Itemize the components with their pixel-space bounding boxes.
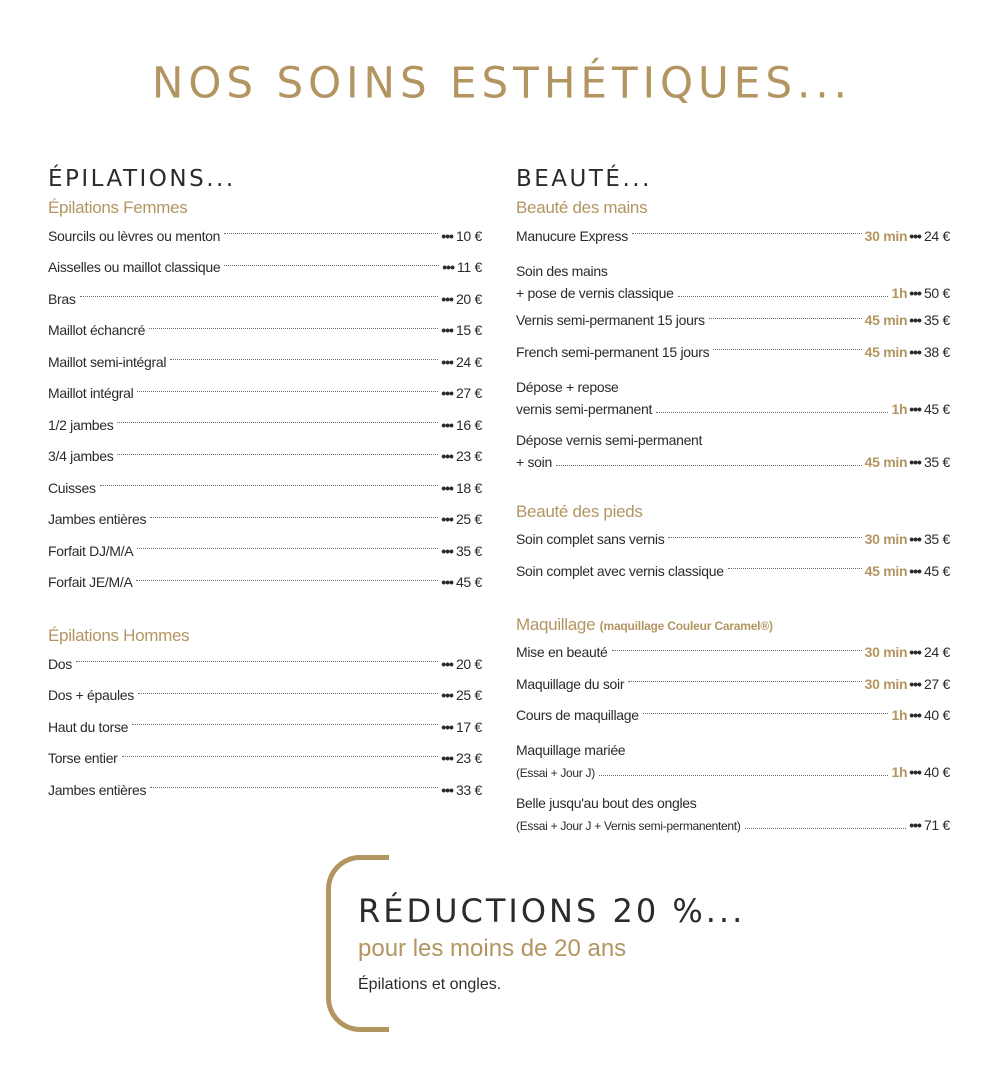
item-price — [909, 531, 950, 547]
price-value: 27 € — [455, 385, 482, 402]
reductions-title: RÉDUCTIONS 20 %... — [358, 892, 746, 930]
dot-leader — [599, 775, 889, 776]
item-name: Torse entier — [48, 750, 118, 767]
price-bullets: ••• — [441, 781, 453, 798]
item-name: Maillot semi-intégral — [48, 353, 167, 370]
price-value: 50 € — [923, 284, 950, 301]
item-name — [516, 531, 664, 547]
price-bullets: ••• — [441, 353, 453, 370]
dot-leader — [668, 537, 861, 538]
item-name — [516, 454, 552, 470]
item-name — [516, 676, 624, 692]
price-bullets: ••• — [909, 562, 921, 579]
price-value: 18 € — [455, 479, 482, 496]
price-row — [516, 220, 950, 252]
epilations-column — [48, 162, 482, 806]
service-item — [516, 668, 950, 700]
item-name-text: + soin — [516, 453, 552, 470]
price-row — [48, 315, 482, 347]
price-row — [48, 378, 482, 410]
dot-leader — [632, 233, 862, 234]
section-gap — [516, 587, 950, 613]
price-value: 11 € — [456, 259, 482, 276]
item-price — [441, 480, 482, 496]
price-bullets: ••• — [441, 718, 453, 735]
price-value: 23 € — [455, 448, 482, 465]
price-row — [516, 279, 950, 301]
price-value: 45 € — [455, 574, 482, 591]
item-price — [909, 563, 950, 579]
price-bullets: ••• — [441, 655, 453, 672]
price-row — [516, 524, 950, 556]
price-value: 35 € — [455, 542, 482, 559]
item-price — [909, 228, 950, 244]
service-line1: Dépose + repose — [516, 378, 619, 395]
dot-leader — [745, 828, 907, 829]
service-line1: Soin des mains — [516, 262, 608, 279]
price-value: 40 € — [923, 707, 950, 724]
reductions-note: Épilations et ongles. — [358, 976, 502, 993]
price-row — [48, 346, 482, 378]
dot-leader — [678, 296, 889, 297]
item-price — [909, 817, 950, 833]
service-line1: Dépose vernis semi-permanent — [516, 431, 703, 448]
price-bullets: ••• — [441, 290, 453, 307]
dot-leader — [713, 349, 861, 350]
item-price — [441, 322, 482, 338]
item-price — [441, 354, 482, 370]
item-name — [516, 312, 705, 328]
price-bullets: ••• — [909, 227, 921, 244]
duration: 45 min — [864, 562, 908, 579]
price-row — [516, 448, 950, 470]
item-price — [441, 750, 482, 766]
price-value: 35 € — [923, 453, 950, 470]
price-row — [516, 305, 950, 337]
price-bullets: ••• — [441, 479, 453, 496]
item-name: Jambes entières — [48, 781, 147, 798]
section-title-note: (maquillage Couleur Caramel®) — [599, 618, 773, 633]
price-row — [516, 668, 950, 700]
dot-leader — [224, 265, 439, 266]
item-price — [909, 454, 950, 470]
item-name: Dos — [48, 655, 72, 672]
price-bullets: ••• — [909, 312, 921, 329]
section-title — [516, 500, 950, 524]
dot-leader — [656, 412, 888, 413]
price-value: 25 € — [455, 687, 482, 704]
item-price — [441, 228, 482, 244]
service-item — [516, 784, 950, 837]
item-price — [909, 676, 950, 692]
price-bullets: ••• — [909, 644, 921, 661]
dot-leader — [224, 233, 438, 234]
price-value: 17 € — [455, 718, 482, 735]
beaute-heading: BEAUTÉ... — [516, 166, 652, 192]
dot-leader — [122, 756, 439, 757]
price-bullets: ••• — [442, 259, 454, 276]
service-item — [516, 368, 950, 421]
price-value: 24 € — [923, 644, 950, 661]
price-bullets: ••• — [909, 764, 921, 780]
dot-leader — [137, 391, 438, 392]
section-gap — [516, 474, 950, 500]
dot-leader — [136, 580, 438, 581]
item-price — [909, 644, 950, 660]
dot-leader — [137, 548, 438, 549]
item-name-text: Maquillage du soir — [516, 675, 625, 692]
section-title: Épilations Hommes — [48, 626, 190, 645]
section-title-text: Beauté des pieds — [516, 501, 643, 521]
item-name — [516, 644, 608, 660]
price-bullets: ••• — [909, 817, 921, 833]
dot-leader — [100, 485, 439, 486]
service-item — [516, 220, 950, 252]
page-title: NOS SOINS ESTHÉTIQUES... — [151, 57, 853, 108]
item-name-text: French semi-permanent 15 jours — [516, 343, 710, 360]
item-name: Bras — [48, 290, 76, 307]
price-row — [516, 395, 950, 417]
section-title — [516, 613, 950, 637]
epilations-heading: ÉPILATIONS... — [48, 166, 236, 192]
price-row — [516, 811, 950, 833]
price-value: 10 € — [455, 227, 482, 244]
item-name-text: (Essai + Jour J + Vernis semi-permanentent) — [516, 819, 741, 833]
price-row — [48, 220, 482, 252]
item-price — [909, 312, 950, 328]
dot-leader — [709, 318, 862, 319]
section-title: Épilations Femmes — [48, 198, 188, 217]
price-bullets: ••• — [441, 448, 453, 465]
item-name-text: + pose de vernis classique — [516, 284, 674, 301]
item-price — [441, 511, 482, 527]
item-name — [516, 563, 724, 579]
price-row — [48, 283, 482, 315]
item-name — [516, 401, 652, 417]
price-value: 25 € — [455, 511, 482, 528]
price-row — [48, 743, 482, 775]
service-item — [516, 524, 950, 556]
item-name-text: Soin complet avec vernis classique — [516, 562, 724, 579]
service-item — [516, 700, 950, 732]
dot-leader — [149, 328, 438, 329]
price-value: 15 € — [455, 322, 482, 339]
item-name-text: Manucure Express — [516, 227, 628, 244]
service-item — [516, 637, 950, 669]
dot-leader — [556, 465, 862, 466]
item-name: Dos + épaules — [48, 687, 134, 704]
duration: 1h — [891, 764, 908, 780]
price-value: 38 € — [923, 343, 950, 360]
price-bullets: ••• — [441, 385, 453, 402]
price-row — [516, 758, 950, 780]
item-name-text: (Essai + Jour J) — [516, 766, 595, 780]
item-name-text: Soin complet sans vernis — [516, 531, 665, 548]
service-line1: Maquillage mariée — [516, 742, 626, 758]
item-price — [441, 291, 482, 307]
duration: 45 min — [864, 312, 908, 329]
dot-leader — [643, 713, 889, 714]
price-row — [48, 567, 482, 599]
item-name — [516, 285, 674, 301]
price-row — [516, 555, 950, 587]
price-value: 45 € — [923, 562, 950, 579]
dot-leader — [150, 787, 438, 788]
service-item — [516, 252, 950, 305]
price-row — [48, 711, 482, 743]
price-value: 20 € — [455, 290, 482, 307]
price-value: 71 € — [923, 817, 950, 833]
price-bullets: ••• — [909, 531, 921, 548]
section-title-text: Maquillage — [516, 614, 596, 634]
item-name — [516, 344, 709, 360]
price-bullets: ••• — [909, 400, 921, 417]
price-row — [48, 504, 482, 536]
item-name: Haut du torse — [48, 718, 129, 735]
price-value: 16 € — [455, 416, 482, 433]
item-price — [441, 448, 482, 464]
item-price — [441, 656, 482, 672]
price-row — [48, 441, 482, 473]
dot-leader — [150, 517, 438, 518]
item-name-text: vernis semi-permanent — [516, 400, 653, 417]
duration: 30 min — [864, 644, 908, 661]
item-name-text: Vernis semi-permanent 15 jours — [516, 312, 705, 329]
price-bullets: ••• — [441, 227, 453, 244]
item-price — [909, 285, 950, 301]
price-bullets: ••• — [441, 322, 453, 339]
item-name: Cuisses — [48, 479, 96, 496]
price-value: 20 € — [455, 655, 482, 672]
item-name: Sourcils ou lèvres ou menton — [48, 227, 221, 244]
duration: 45 min — [864, 343, 908, 360]
item-price — [442, 259, 482, 275]
item-name: Aisselles ou maillot classique — [48, 259, 221, 276]
price-bullets: ••• — [909, 707, 921, 724]
item-price — [909, 764, 950, 780]
price-row — [48, 680, 482, 712]
item-price — [909, 344, 950, 360]
price-value: 35 € — [923, 531, 950, 548]
duration: 30 min — [864, 227, 908, 244]
dot-leader — [80, 296, 439, 297]
price-value: 35 € — [923, 312, 950, 329]
item-price — [441, 782, 482, 798]
item-name-text: Cours de maquillage — [516, 707, 639, 724]
dot-leader — [612, 650, 862, 651]
item-name: Forfait JE/M/A — [48, 574, 133, 591]
price-row — [516, 336, 950, 368]
service-item — [516, 336, 950, 368]
reductions-subtitle: pour les moins de 20 ans — [358, 935, 627, 962]
item-price — [441, 574, 482, 590]
item-name: Jambes entières — [48, 511, 147, 528]
item-name: Maillot intégral — [48, 385, 134, 402]
section-gap — [48, 598, 482, 624]
dot-leader — [117, 454, 438, 455]
dot-leader — [728, 568, 862, 569]
item-name: 1/2 jambes — [48, 416, 114, 433]
service-item — [516, 731, 950, 784]
dot-leader — [138, 693, 438, 694]
item-price — [441, 687, 482, 703]
price-bullets: ••• — [909, 284, 921, 301]
duration: 30 min — [864, 675, 908, 692]
price-bullets: ••• — [441, 416, 453, 433]
price-value: 33 € — [455, 781, 482, 798]
dot-leader — [628, 681, 861, 682]
price-value: 45 € — [923, 400, 950, 417]
item-name — [516, 707, 639, 723]
price-bullets: ••• — [909, 343, 921, 360]
price-value: 24 € — [455, 353, 482, 370]
item-price — [909, 401, 950, 417]
service-item — [516, 555, 950, 587]
price-bullets: ••• — [441, 750, 453, 767]
item-name — [516, 817, 741, 833]
price-value: 23 € — [455, 750, 482, 767]
price-row — [48, 252, 482, 284]
price-bullets: ••• — [909, 453, 921, 470]
dot-leader — [117, 422, 438, 423]
price-bullets: ••• — [441, 542, 453, 559]
item-name — [516, 228, 628, 244]
item-name: Maillot échancré — [48, 322, 146, 339]
price-value: 27 € — [923, 675, 950, 692]
price-value: 24 € — [923, 227, 950, 244]
duration: 1h — [891, 400, 908, 417]
duration: 45 min — [864, 453, 908, 470]
item-price — [909, 707, 950, 723]
price-row — [48, 535, 482, 567]
item-price — [441, 719, 482, 735]
price-row — [48, 472, 482, 504]
item-name — [516, 764, 595, 780]
price-bullets: ••• — [441, 687, 453, 704]
price-bullets: ••• — [441, 511, 453, 528]
duration: 1h — [891, 707, 908, 724]
price-row — [516, 700, 950, 732]
section-title — [516, 196, 950, 220]
price-value: 40 € — [923, 764, 950, 780]
item-price — [441, 385, 482, 401]
duration: 1h — [891, 284, 908, 301]
price-row — [516, 637, 950, 669]
dot-leader — [170, 359, 438, 360]
item-name-text: Mise en beauté — [516, 644, 608, 661]
service-item — [516, 421, 950, 474]
price-row — [48, 409, 482, 441]
beaute-column — [516, 162, 950, 837]
item-name: Forfait DJ/M/A — [48, 542, 134, 559]
service-item — [516, 305, 950, 337]
dot-leader — [132, 724, 438, 725]
service-line1: Belle jusqu'au bout des ongles — [516, 795, 697, 811]
section-title-text: Beauté des mains — [516, 198, 648, 217]
item-price — [441, 417, 482, 433]
item-price — [441, 543, 482, 559]
dot-leader — [76, 661, 438, 662]
duration: 30 min — [864, 531, 908, 548]
item-name: 3/4 jambes — [48, 448, 114, 465]
price-row — [48, 774, 482, 806]
price-bullets: ••• — [441, 574, 453, 591]
price-row — [48, 648, 482, 680]
price-bullets: ••• — [909, 675, 921, 692]
